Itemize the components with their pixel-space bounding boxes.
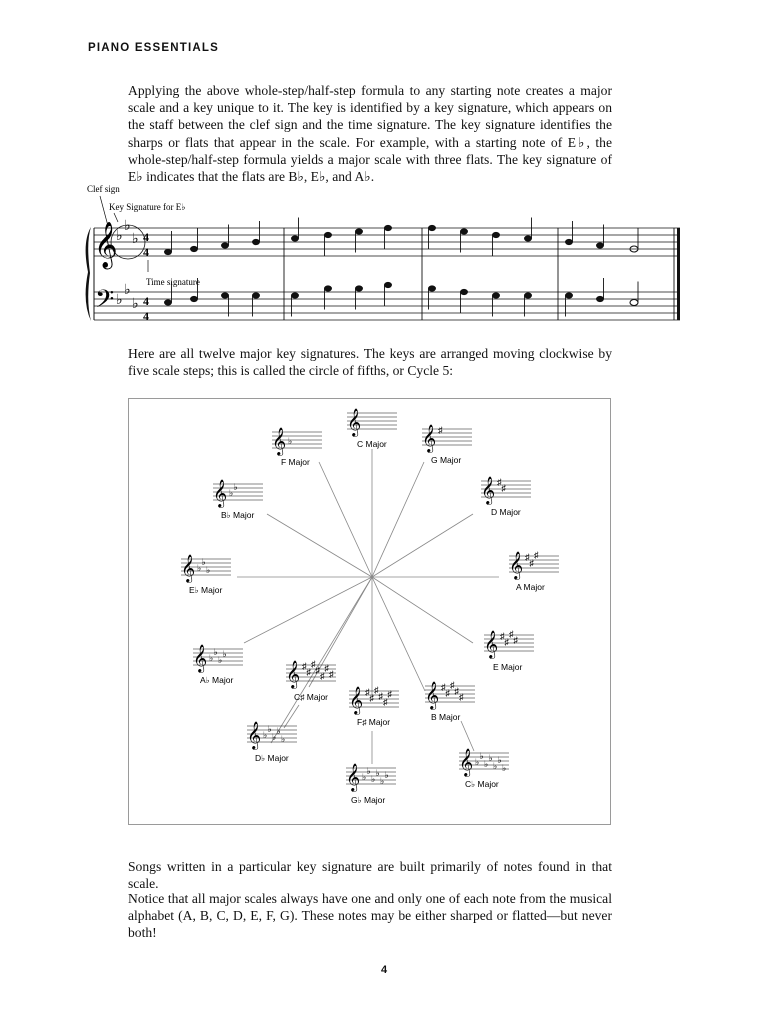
key-label: E♭ Major <box>189 585 223 595</box>
key-label: G♭ Major <box>351 795 386 805</box>
key-label: B♭ Major <box>221 510 255 520</box>
scale-notes-paragraph: Songs written in a particular key signature are built primarily of notes found in that scale. <box>128 859 612 892</box>
treble-clef-icon: 𝄞 <box>459 750 474 776</box>
flat-icon: ♭ <box>479 751 484 761</box>
spoke-line <box>267 514 372 577</box>
spoke-line <box>319 462 372 577</box>
svg-text:♭: ♭ <box>124 283 131 298</box>
grand-staff-brace <box>86 227 91 321</box>
flat-icon: ♭ <box>488 753 493 763</box>
key-label: A Major <box>516 582 545 592</box>
key-signature-10 <box>286 659 336 702</box>
enharmonic-connector <box>461 721 474 751</box>
flat-icon: ♭ <box>502 763 507 773</box>
sharp-icon: ♯ <box>383 697 388 707</box>
treble-clef-icon: 𝄞 <box>181 556 196 582</box>
bass-time-signature-bottom: 4 <box>143 309 149 323</box>
key-label: D Major <box>491 507 521 517</box>
svg-text:♭: ♭ <box>116 293 123 308</box>
sharp-icon: ♯ <box>438 425 443 435</box>
treble-clef-icon: 𝄞 <box>286 662 301 688</box>
treble-clef-icon: 𝄞 <box>213 481 228 507</box>
sharp-icon: ♯ <box>513 635 518 645</box>
sharp-icon: ♯ <box>378 691 383 701</box>
flat-icon: ♭ <box>222 649 227 659</box>
bass-key-flats <box>116 283 139 312</box>
flat-icon: ♭ <box>197 563 202 573</box>
key-label: C♯ Major <box>294 692 329 702</box>
treble-clef-icon: 𝄞 <box>349 688 364 714</box>
time-signature-bottom: 4 <box>143 245 149 259</box>
treble-clef-icon: 𝄞 <box>193 646 208 672</box>
clef-sign-label: Clef sign <box>87 184 120 194</box>
flat-icon: ♭ <box>229 488 234 498</box>
bass-half-note <box>630 282 638 306</box>
treble-clef-icon: 𝄞 <box>425 683 440 709</box>
sharp-icon: ♯ <box>311 659 316 669</box>
flat-icon: ♭ <box>384 770 389 780</box>
key-signature-7 <box>459 749 509 789</box>
sharp-icon: ♯ <box>374 685 379 695</box>
key-label: A♭ Major <box>200 675 234 685</box>
flat-icon: ♭ <box>213 647 218 657</box>
flat-icon: ♭ <box>366 766 371 776</box>
flat-icon: ♭ <box>218 655 223 665</box>
treble-clef-icon: 𝄞 <box>509 553 524 579</box>
page-number: 4 <box>380 964 388 976</box>
bass-notes <box>165 278 604 317</box>
time-signature-label: Time signature <box>146 277 200 287</box>
flat-icon: ♭ <box>233 482 238 492</box>
treble-clef-icon: 𝄞 <box>484 632 499 658</box>
svg-text:♭: ♭ <box>132 297 139 312</box>
sharp-icon: ♯ <box>501 483 506 493</box>
svg-text:♭: ♭ <box>116 229 123 244</box>
key-label: F♯ Major <box>357 717 391 727</box>
flat-icon: ♭ <box>371 774 376 784</box>
sharp-icon: ♯ <box>329 669 334 679</box>
sharp-icon: ♯ <box>534 550 539 560</box>
sharp-icon: ♯ <box>450 680 455 690</box>
key-signature-14 <box>213 480 263 520</box>
flat-icon: ♭ <box>206 565 211 575</box>
flat-icon: ♭ <box>475 757 480 767</box>
final-barline <box>677 228 680 320</box>
key-signature-3 <box>481 477 531 517</box>
bass-clef-icon: 𝄢 <box>95 286 115 319</box>
sharp-icon: ♯ <box>302 661 307 671</box>
key-signature-6 <box>425 680 475 722</box>
flat-icon: ♭ <box>497 755 502 765</box>
flat-icon: ♭ <box>201 557 206 567</box>
sharp-icon: ♯ <box>454 686 459 696</box>
treble-clef-icon: 𝄞 <box>347 410 362 436</box>
treble-clef-icon: 𝄞 <box>247 723 262 749</box>
musical-alphabet-paragraph: Notice that all major scales always have one and only one of each note from the musical alphabet (A, B, C, D, E, F, G). These notes may be either sharped or flatted—but never both! <box>128 891 612 941</box>
sharp-icon: ♯ <box>504 637 509 647</box>
bass-time-signature-top: 4 <box>143 294 149 308</box>
key-signature-label: Key Signature for E♭ <box>109 202 186 212</box>
sharp-icon: ♯ <box>529 558 534 568</box>
flat-icon: ♭ <box>380 776 385 786</box>
sharp-icon: ♯ <box>365 687 370 697</box>
circle-of-fifths-diagram <box>129 399 610 824</box>
staff-example <box>80 180 686 330</box>
key-signature-5 <box>484 629 534 672</box>
circle-intro-paragraph: Here are all twelve major key signatures. The keys are arranged moving clockwise by five scale steps; this is called the circle of fifths, or Cycle 5: <box>128 346 612 379</box>
enharmonic-connector <box>284 705 299 728</box>
key-signature-8 <box>349 685 399 727</box>
flat-icon: ♭ <box>484 759 489 769</box>
flat-icon: ♭ <box>281 734 286 744</box>
key-signature-9 <box>346 764 396 805</box>
key-label: C Major <box>357 439 387 449</box>
flat-icon: ♭ <box>272 732 277 742</box>
flat-icon: ♭ <box>267 724 272 734</box>
key-signature-2 <box>422 425 472 465</box>
spoke-line <box>372 514 473 577</box>
time-signature-top: 4 <box>143 230 149 244</box>
sharp-icon: ♯ <box>306 667 311 677</box>
key-label: F Major <box>281 457 310 467</box>
running-header: PIANO ESSENTIALS <box>88 42 220 54</box>
sharp-icon: ♯ <box>441 682 446 692</box>
sharp-icon: ♯ <box>315 665 320 675</box>
sharp-icon: ♯ <box>369 693 374 703</box>
flat-icon: ♭ <box>362 772 367 782</box>
svg-text:♭: ♭ <box>132 232 139 247</box>
key-label: D♭ Major <box>255 753 289 763</box>
treble-clef-icon: 𝄞 <box>481 478 496 504</box>
key-signature-1 <box>347 409 397 449</box>
flat-icon: ♭ <box>209 653 214 663</box>
intro-paragraph: Applying the above whole-step/half-step formula to any starting note creates a major scale and a key unique to it. The key is identified by a key signature, which appears on the staff between the clef sign and the time signature. The key signature identifies the sharps or flats that appear in the scale. For example, with a starting note of E♭, the whole-step/half-step formula yields a major scale with three flats. The key signature of E♭ indicates that the flats are B♭, E♭, and A♭. <box>128 83 612 185</box>
bass-staff-lines <box>94 292 680 320</box>
key-signature-12 <box>193 645 243 685</box>
treble-key-flats <box>116 219 139 247</box>
treble-clef-icon: 𝄞 <box>272 429 287 455</box>
treble-staff-lines <box>94 228 680 256</box>
treble-clef-icon: 𝄞 <box>422 426 437 452</box>
key-label: E Major <box>493 662 523 672</box>
svg-text:♭: ♭ <box>124 219 131 234</box>
sharp-icon: ♯ <box>320 671 325 681</box>
key-label: G Major <box>431 455 462 465</box>
treble-clef-icon: 𝄞 <box>94 222 118 267</box>
treble-half-note <box>630 228 638 252</box>
key-signature-11 <box>247 722 297 763</box>
key-label: B Major <box>431 712 461 722</box>
sharp-icon: ♯ <box>500 631 505 641</box>
sharp-icon: ♯ <box>497 477 502 487</box>
sharp-icon: ♯ <box>387 689 392 699</box>
flat-icon: ♭ <box>493 761 498 771</box>
spoke-line <box>372 462 424 577</box>
treble-clef-icon: 𝄞 <box>346 765 361 791</box>
sharp-icon: ♯ <box>459 692 464 702</box>
sharp-icon: ♯ <box>324 663 329 673</box>
flat-icon: ♭ <box>288 436 293 446</box>
sharp-icon: ♯ <box>509 629 514 639</box>
key-signature-13 <box>181 555 231 595</box>
flat-icon: ♭ <box>276 726 281 736</box>
key-label: C♭ Major <box>465 779 499 789</box>
treble-notes <box>165 218 604 257</box>
key-signature-15 <box>272 428 322 467</box>
circle-of-fifths-box <box>128 398 611 825</box>
sharp-icon: ♯ <box>525 552 530 562</box>
flat-icon: ♭ <box>375 768 380 778</box>
key-signature-4 <box>509 550 559 592</box>
flat-icon: ♭ <box>263 730 268 740</box>
sharp-icon: ♯ <box>445 688 450 698</box>
